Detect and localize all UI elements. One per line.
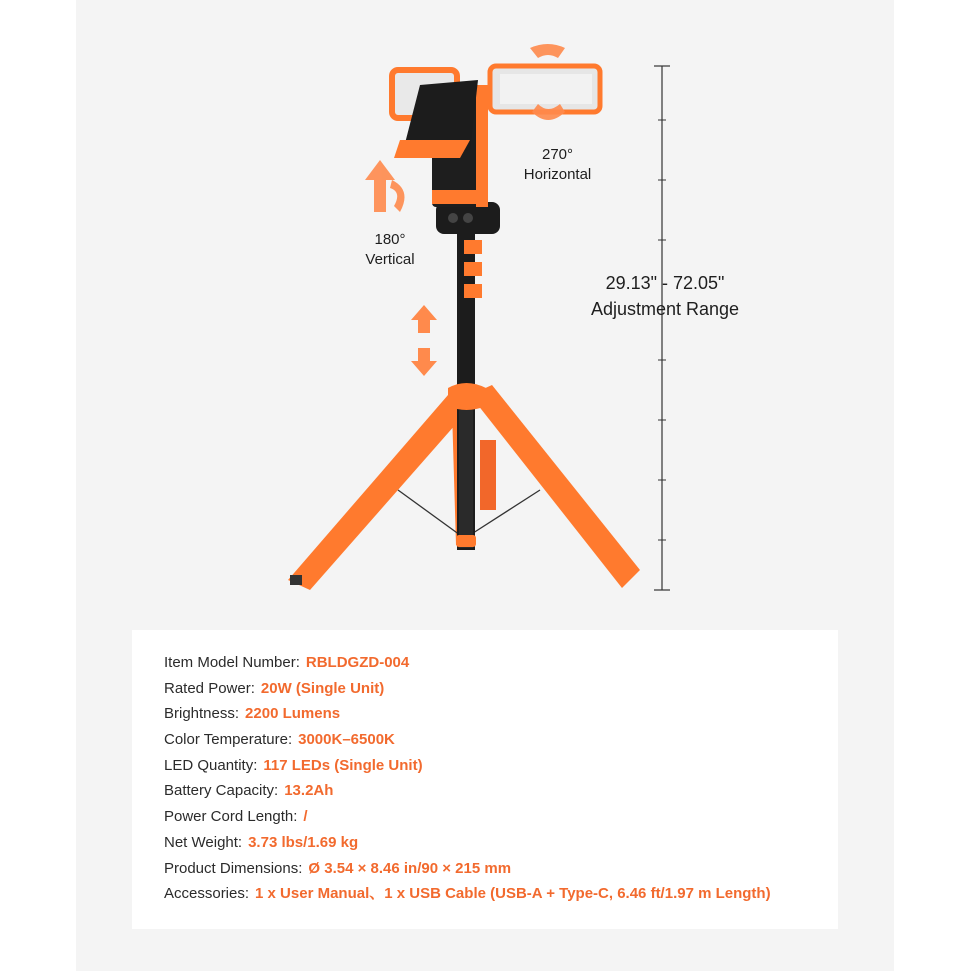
spec-value: 20W (Single Unit): [260, 679, 385, 697]
spec-value: 1 x User Manual、1 x USB Cable (USB-A + Type-C, 6.46 ft/1.97 m Length): [255, 885, 771, 903]
vertical-angle: 180°: [374, 231, 406, 248]
horizontal-angle: 270°: [541, 146, 574, 163]
vertical-label: Vertical: [365, 251, 415, 268]
spec-label: LED Quantity:: [164, 756, 258, 774]
range-value: 29.13" - 72.05": [605, 273, 725, 293]
spec-value: 3000K–6500K: [298, 731, 395, 749]
spec-row-dimensions: [164, 856, 771, 882]
spec-value: 13.2Ah: [284, 782, 334, 800]
vertical-rotation-callout: [340, 230, 440, 270]
spec-label: Product Dimensions:: [164, 859, 303, 877]
spec-row-led-quantity: [164, 753, 771, 779]
adjustment-range-callout: [560, 270, 770, 322]
spec-value: 3.73 lbs/1.69 kg: [248, 833, 359, 851]
spec-value: /: [303, 808, 308, 826]
spec-value: Ø 3.54 × 8.46 in/90 × 215 mm: [308, 859, 512, 877]
spec-label: Power Cord Length:: [164, 808, 298, 826]
spec-list: [164, 650, 771, 907]
spec-label: Battery Capacity:: [164, 782, 279, 800]
spec-row-power-cord: [164, 804, 771, 830]
spec-row-accessories: [164, 881, 771, 907]
spec-label: Brightness:: [164, 705, 240, 723]
spec-row-brightness: [164, 701, 771, 727]
right-light-panel: [490, 66, 600, 112]
spec-label: Item Model Number:: [164, 654, 300, 671]
vertical-rotation-arrow-icon: [365, 160, 405, 212]
left-light-panel: [392, 70, 478, 158]
spec-value: 117 LEDs (Single Unit): [263, 756, 423, 774]
spec-row-power: [164, 676, 771, 702]
specifications-card: [132, 630, 838, 929]
horizontal-rotation-callout: [490, 145, 625, 185]
spec-label: Accessories:: [164, 885, 250, 903]
horizontal-label: Horizontal: [523, 166, 592, 183]
spec-row-battery: [164, 778, 771, 804]
spec-row-color-temperature: [164, 727, 771, 753]
adjustment-range-dimension-line: [654, 66, 670, 590]
spec-value: RBLDGZD-004: [305, 654, 410, 671]
spec-label: Net Weight:: [164, 833, 243, 851]
range-label: Adjustment Range: [590, 299, 740, 319]
spec-row-model: [164, 650, 771, 676]
height-adjust-arrows-icon: [411, 305, 437, 376]
spec-row-net-weight: [164, 830, 771, 856]
spec-value: 2200 Lumens: [245, 705, 341, 723]
spec-label: Color Temperature:: [164, 731, 293, 749]
spec-label: Rated Power:: [164, 679, 255, 697]
